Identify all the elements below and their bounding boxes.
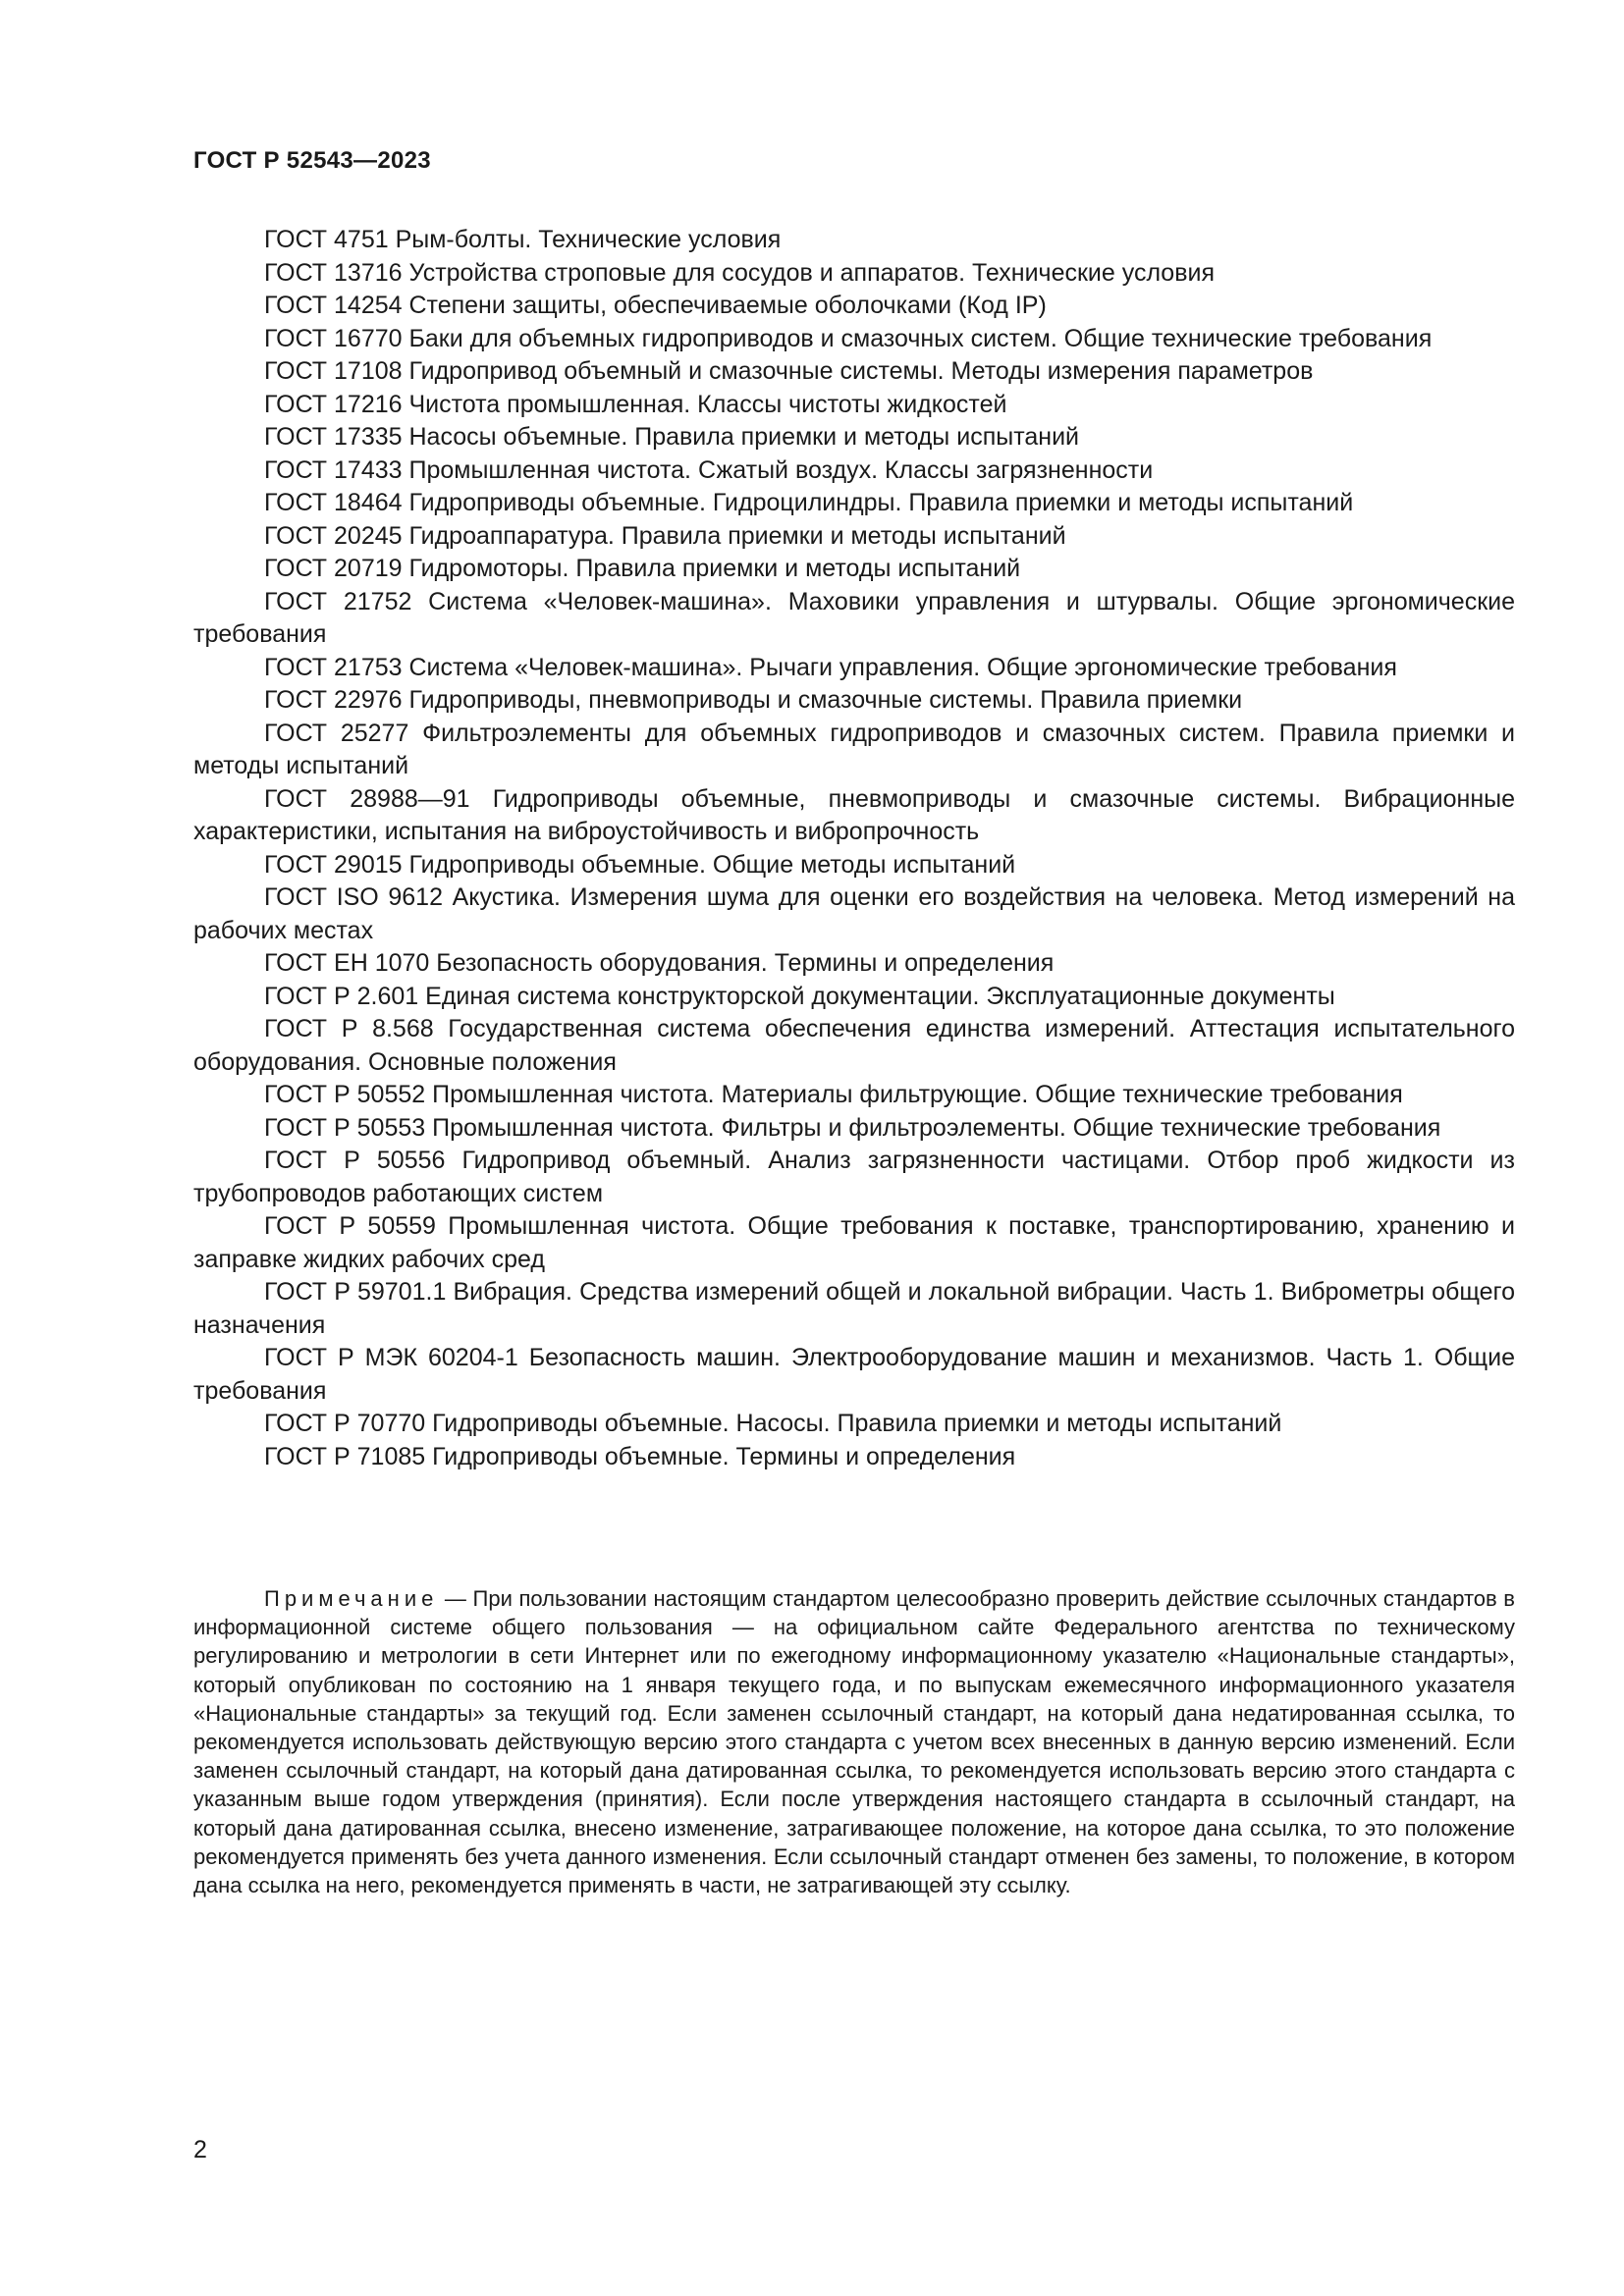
reference-item: ГОСТ 20719 Гидромоторы. Правила приемки и методы испытаний <box>264 555 1021 582</box>
reference-item: ГОСТ Р 50556 Гидропривод объемный. Анализ загрязненности частицами. Отбор проб жидкости из трубопроводов работающих систем <box>193 1147 1515 1207</box>
note-label: Примечание <box>264 1586 439 1611</box>
reference-item: ГОСТ 4751 Рым-болты. Технические условия <box>264 226 782 253</box>
references-list <box>193 224 1515 1473</box>
reference-item: ГОСТ Р 8.568 Государственная система обеспечения единства измерений. Аттестация испытательного оборудования. Основные положения <box>193 1015 1515 1076</box>
reference-item: ГОСТ Р 70770 Гидроприводы объемные. Насосы. Правила приемки и методы испытаний <box>264 1410 1282 1437</box>
reference-item: ГОСТ Р 50552 Промышленная чистота. Материалы фильтрующие. Общие технические требования <box>264 1081 1403 1108</box>
reference-item: ГОСТ Р МЭК 60204-1 Безопасность машин. Электрооборудование машин и механизмов. Часть 1. Общие требования <box>193 1344 1515 1405</box>
reference-item: ГОСТ 17216 Чистота промышленная. Классы чистоты жидкостей <box>264 390 1007 418</box>
reference-item: ГОСТ Р 50559 Промышленная чистота. Общие требования к поставке, транспортированию, хранению и заправке жидких рабочих сред <box>193 1212 1515 1273</box>
note-paragraph <box>193 1584 1515 1899</box>
reference-item: ГОСТ Р 2.601 Единая система конструкторской документации. Эксплуатационные документы <box>264 982 1335 1010</box>
reference-item: ГОСТ 17108 Гидропривод объемный и смазочные системы. Методы измерения параметров <box>264 357 1314 385</box>
note-text: — При пользовании настоящим стандартом целесообразно проверить действие ссылочных стандартов в информационной системе общего пользования — на официальном сайте Федерального агентства по техническому регулированию и метрологии в сети Интернет или по ежегодному информационному указателю «Национальные стандарты», который опубликован по состоянию на 1 января текущего года, и по выпускам ежемесячного информационного указателя «Национальные стандарты» за текущий год. Если заменен ссылочный стандарт, на который дана недатированная ссылка, то рекомендуется использовать действующую версию этого стандарта с учетом всех внесенных в данную версию изменений. Если заменен ссылочный стандарт, на который дана датированная ссылка, то рекомендуется использовать версию этого стандарта с указанным выше годом утверждения (принятия). Если после утверждения настоящего стандарта в ссылочный стандарт, на который дана датированная ссылка, внесено изменение, затрагивающее положение, на которое дана ссылка, то это положение рекомендуется применять без учета данного изменения. Если ссылочный стандарт отменен без замены, то положение, в котором дана ссылка на него, рекомендуется применять в части, не затрагивающей эту ссылку. <box>193 1586 1515 1898</box>
reference-item: ГОСТ 17335 Насосы объемные. Правила приемки и методы испытаний <box>264 423 1080 451</box>
reference-item: ГОСТ Р 71085 Гидроприводы объемные. Термины и определения <box>264 1442 1016 1470</box>
reference-item: ГОСТ 14254 Степени защиты, обеспечиваемые оболочками (Код IP) <box>264 292 1047 319</box>
reference-item: ГОСТ Р 50553 Промышленная чистота. Фильтры и фильтроэлементы. Общие технические требования <box>264 1113 1441 1142</box>
reference-item: ГОСТ Р 59701.1 Вибрация. Средства измерений общей и локальной вибрации. Часть 1. Виброметры общего назначения <box>193 1278 1515 1339</box>
reference-item: ГОСТ 18464 Гидроприводы объемные. Гидроцилиндры. Правила приемки и методы испытаний <box>264 489 1354 516</box>
reference-item: ГОСТ ЕН 1070 Безопасность оборудования. Термины и определения <box>264 949 1055 977</box>
reference-item: ГОСТ 21752 Система «Человек-машина». Маховики управления и штурвалы. Общие эргономические требования <box>193 587 1515 648</box>
reference-item: ГОСТ 17433 Промышленная чистота. Сжатый воздух. Классы загрязненности <box>264 455 1154 484</box>
reference-item: ГОСТ 28988—91 Гидроприводы объемные, пневмоприводы и смазочные системы. Вибрационные характеристики, испытания на виброустойчивость и вибропрочность <box>193 784 1515 845</box>
reference-item: ГОСТ ISO 9612 Акустика. Измерения шума для оценки его воздействия на человека. Метод измерений на рабочих местах <box>193 883 1515 944</box>
reference-item: ГОСТ 29015 Гидроприводы объемные. Общие методы испытаний <box>264 850 1016 879</box>
reference-item: ГОСТ 22976 Гидроприводы, пневмоприводы и смазочные системы. Правила приемки <box>264 686 1243 714</box>
reference-item: ГОСТ 25277 Фильтроэлементы для объемных гидроприводов и смазочных систем. Правила приемки и методы испытаний <box>193 719 1515 779</box>
document-header: ГОСТ Р 52543—2023 <box>193 147 431 174</box>
reference-item: ГОСТ 16770 Баки для объемных гидроприводов и смазочных систем. Общие технические требования <box>264 324 1433 352</box>
page-number: 2 <box>193 2136 207 2163</box>
reference-item: ГОСТ 20245 Гидроаппаратура. Правила приемки и методы испытаний <box>264 521 1066 550</box>
reference-item: ГОСТ 13716 Устройства строповые для сосудов и аппаратов. Технические условия <box>264 258 1215 287</box>
reference-item: ГОСТ 21753 Система «Человек-машина». Рычаги управления. Общие эргономические требования <box>264 653 1397 681</box>
